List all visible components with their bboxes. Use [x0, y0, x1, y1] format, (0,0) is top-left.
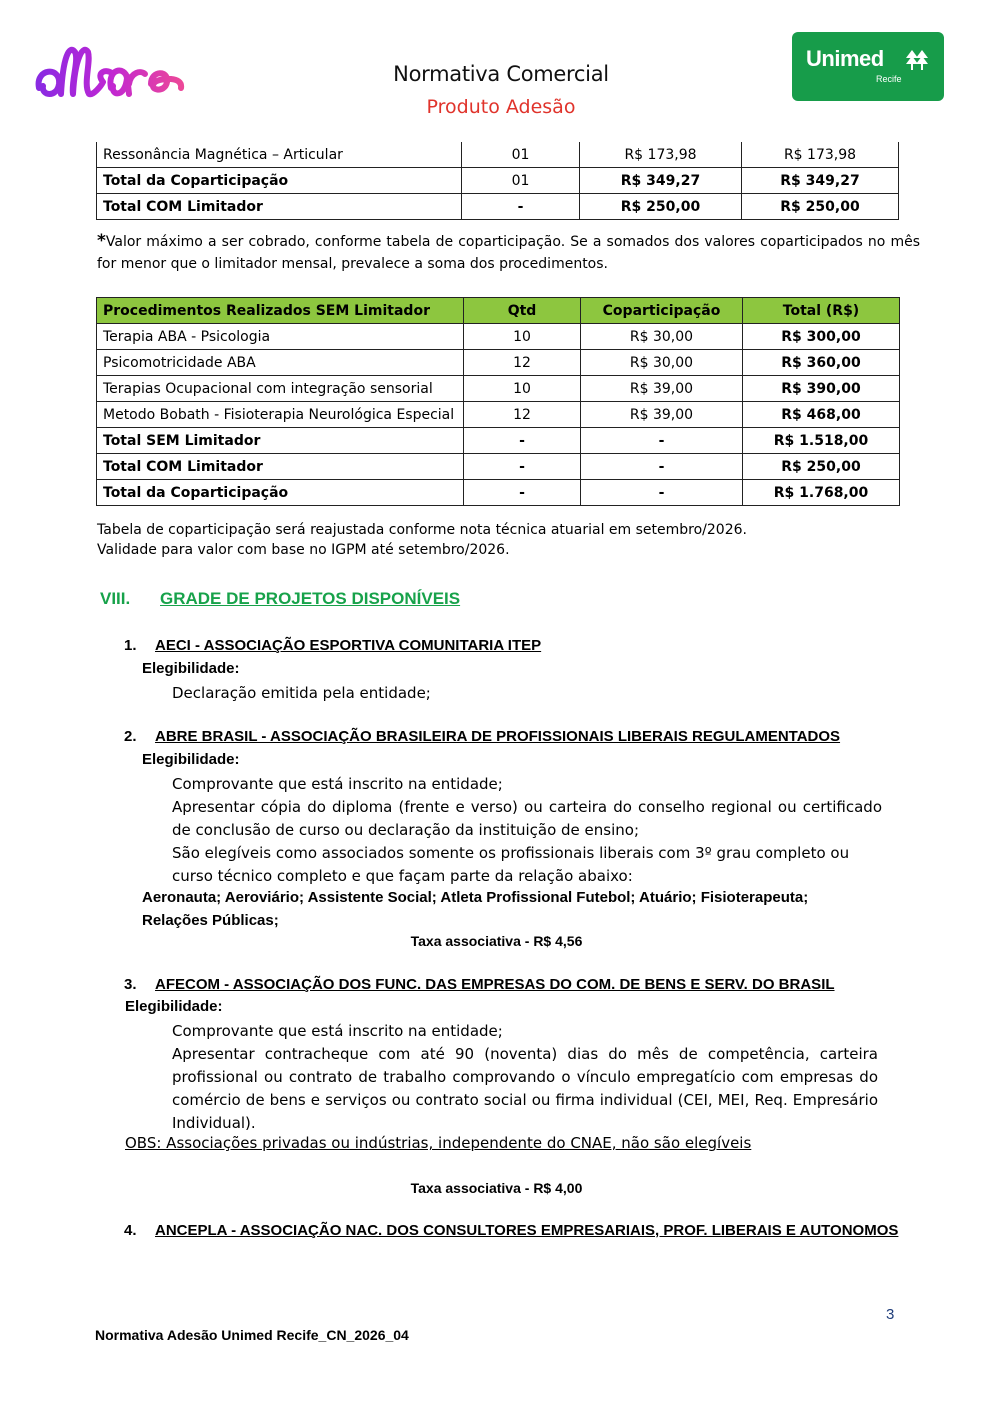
project-number: 1.	[124, 637, 137, 654]
project-title: ANCEPLA - ASSOCIAÇÃO NAC. DOS CONSULTORES EMPRESARIAIS, PROF. LIBERAIS E AUTONOMOS	[155, 1222, 899, 1239]
table-cell: R$ 173,98	[580, 142, 742, 168]
table-cell: R$ 360,00	[743, 350, 900, 376]
table-cell: 01	[462, 142, 580, 168]
table-cell: 10	[464, 376, 581, 402]
project-number: 2.	[124, 728, 137, 745]
section-number: VIII.	[100, 589, 131, 608]
table-cell: R$ 30,00	[581, 324, 743, 350]
column-header: Procedimentos Realizados SEM Limitador	[97, 298, 464, 324]
table-cell: Metodo Bobath - Fisioterapia Neurológica Especial	[97, 402, 464, 428]
unimed-tree-icon	[904, 48, 930, 72]
table-row	[97, 194, 899, 220]
table-row	[97, 480, 900, 506]
table-cell: 01	[462, 168, 580, 194]
table-cell: 10	[464, 324, 581, 350]
table-cell: R$ 250,00	[742, 194, 899, 220]
association-fee: Taxa associativa - R$ 4,56	[410, 933, 583, 949]
table-cell: R$ 349,27	[580, 168, 742, 194]
table-cell: R$ 468,00	[743, 402, 900, 428]
list-item: São elegíveis como associados somente os profissionais liberais com 3º grau completo ou curso técnico completo e que façam parte da relação abaixo:	[172, 844, 850, 885]
column-header: Coparticipação	[581, 298, 743, 324]
validity-note: Validade para valor com base no IGPM até setembro/2026.	[97, 542, 510, 558]
table-cell: R$ 173,98	[742, 142, 899, 168]
project-title: AECI - ASSOCIAÇÃO ESPORTIVA COMUNITARIA ITEP	[155, 637, 542, 654]
table-row	[97, 350, 900, 376]
document-subtitle: Produto Adesão	[426, 96, 576, 118]
table-cell: R$ 349,27	[742, 168, 899, 194]
note-text: Valor máximo a ser cobrado, conforme tabela de coparticipação. Se a somados dos valores coparticipados no mês for menor que o limitador mensal, prevalece a soma dos procedimentos.	[97, 234, 920, 272]
project-number: 3.	[124, 976, 137, 993]
note-asterisk: *	[97, 231, 106, 251]
table-cell: R$ 390,00	[743, 376, 900, 402]
table-cell: R$ 39,00	[581, 402, 743, 428]
eligibility-label: Elegibilidade:	[125, 998, 223, 1015]
limitador-note	[97, 230, 920, 275]
table-cell: R$ 39,00	[581, 376, 743, 402]
column-header: Total (R$)	[743, 298, 900, 324]
table-cell: -	[581, 428, 743, 454]
table-row	[97, 402, 900, 428]
unimed-logo-sub: Recife	[876, 74, 902, 84]
page-number: 3	[886, 1306, 895, 1323]
table-cell: Terapia ABA - Psicologia	[97, 324, 464, 350]
table-cell: Total da Coparticipação	[97, 480, 464, 506]
allcare-logo	[33, 38, 223, 106]
table-row	[97, 454, 900, 480]
procedures-sem-limitador-table	[96, 297, 900, 506]
table-cell: R$ 30,00	[581, 350, 743, 376]
table-cell: -	[464, 454, 581, 480]
table-cell: -	[581, 454, 743, 480]
project-number: 4.	[124, 1222, 137, 1239]
professions-list: Aeronauta; Aeroviário; Assistente Social; Atleta Profissional Futebol; Atuário; Fisioterapeuta; Relações Públicas;	[142, 889, 809, 929]
table-cell: R$ 300,00	[743, 324, 900, 350]
eligibility-label: Elegibilidade:	[142, 660, 240, 677]
table-row	[97, 376, 900, 402]
list-item: Comprovante que está inscrito na entidade;	[172, 775, 503, 793]
project-title: ABRE BRASIL - ASSOCIAÇÃO BRASILEIRA DE PROFISSIONAIS LIBERAIS REGULAMENTADOS	[155, 728, 841, 745]
table-cell: 12	[464, 350, 581, 376]
project-title: AFECOM - ASSOCIAÇÃO DOS FUNC. DAS EMPRESAS DO COM. DE BENS E SERV. DO BRASIL	[155, 976, 835, 993]
table-cell: -	[581, 480, 743, 506]
table-header-row	[97, 298, 900, 324]
table-cell: -	[462, 194, 580, 220]
table-cell: 12	[464, 402, 581, 428]
table-row	[97, 142, 899, 168]
table-cell: R$ 250,00	[743, 454, 900, 480]
table-row	[97, 428, 900, 454]
coparticipation-limitador-table	[96, 142, 899, 220]
observation-note: OBS: Associações privadas ou indústrias, independente do CNAE, não são elegíveis	[125, 1134, 752, 1152]
list-item: Declaração emitida pela entidade;	[172, 684, 431, 702]
table-cell: Total COM Limitador	[97, 454, 464, 480]
unimed-logo	[792, 32, 944, 101]
table-row	[97, 324, 900, 350]
table-cell: Psicomotricidade ABA	[97, 350, 464, 376]
eligibility-label: Elegibilidade:	[142, 751, 240, 768]
table-cell: R$ 250,00	[580, 194, 742, 220]
document-title: Normativa Comercial	[393, 62, 609, 86]
table-cell: Total COM Limitador	[97, 194, 462, 220]
table-cell: Total SEM Limitador	[97, 428, 464, 454]
section-title: GRADE DE PROJETOS DISPONÍVEIS	[160, 589, 461, 608]
table-cell: Terapias Ocupacional com integração sensorial	[97, 376, 464, 402]
footer-doc-code: Normativa Adesão Unimed Recife_CN_2026_04	[95, 1327, 409, 1343]
list-item: Comprovante que está inscrito na entidade;	[172, 1022, 503, 1040]
table-cell: Ressonância Magnética – Articular	[97, 142, 462, 168]
list-item: Apresentar contracheque com até 90 (noventa) dias do mês de competência, carteira profissional ou contrato de trabalho comprovando o vínculo empregatício com empresas do comércio de bens e serviços ou contrato social ou firma individual (CEI, MEI, Req. Empresário Individual).	[172, 1045, 878, 1132]
readjust-note: Tabela de coparticipação será reajustada conforme nota técnica atuarial em setembro/2026.	[97, 522, 747, 538]
table-cell: -	[464, 428, 581, 454]
list-item: Apresentar cópia do diploma (frente e verso) ou carteira do conselho regional ou certificado de conclusão de curso ou declaração da instituição de ensino;	[172, 798, 882, 839]
table-cell: R$ 1.768,00	[743, 480, 900, 506]
association-fee: Taxa associativa - R$ 4,00	[410, 1180, 583, 1196]
table-row	[97, 168, 899, 194]
unimed-logo-text: Unimed	[806, 46, 884, 71]
column-header: Qtd	[464, 298, 581, 324]
table-cell: -	[464, 480, 581, 506]
table-cell: R$ 1.518,00	[743, 428, 900, 454]
table-cell: Total da Coparticipação	[97, 168, 462, 194]
